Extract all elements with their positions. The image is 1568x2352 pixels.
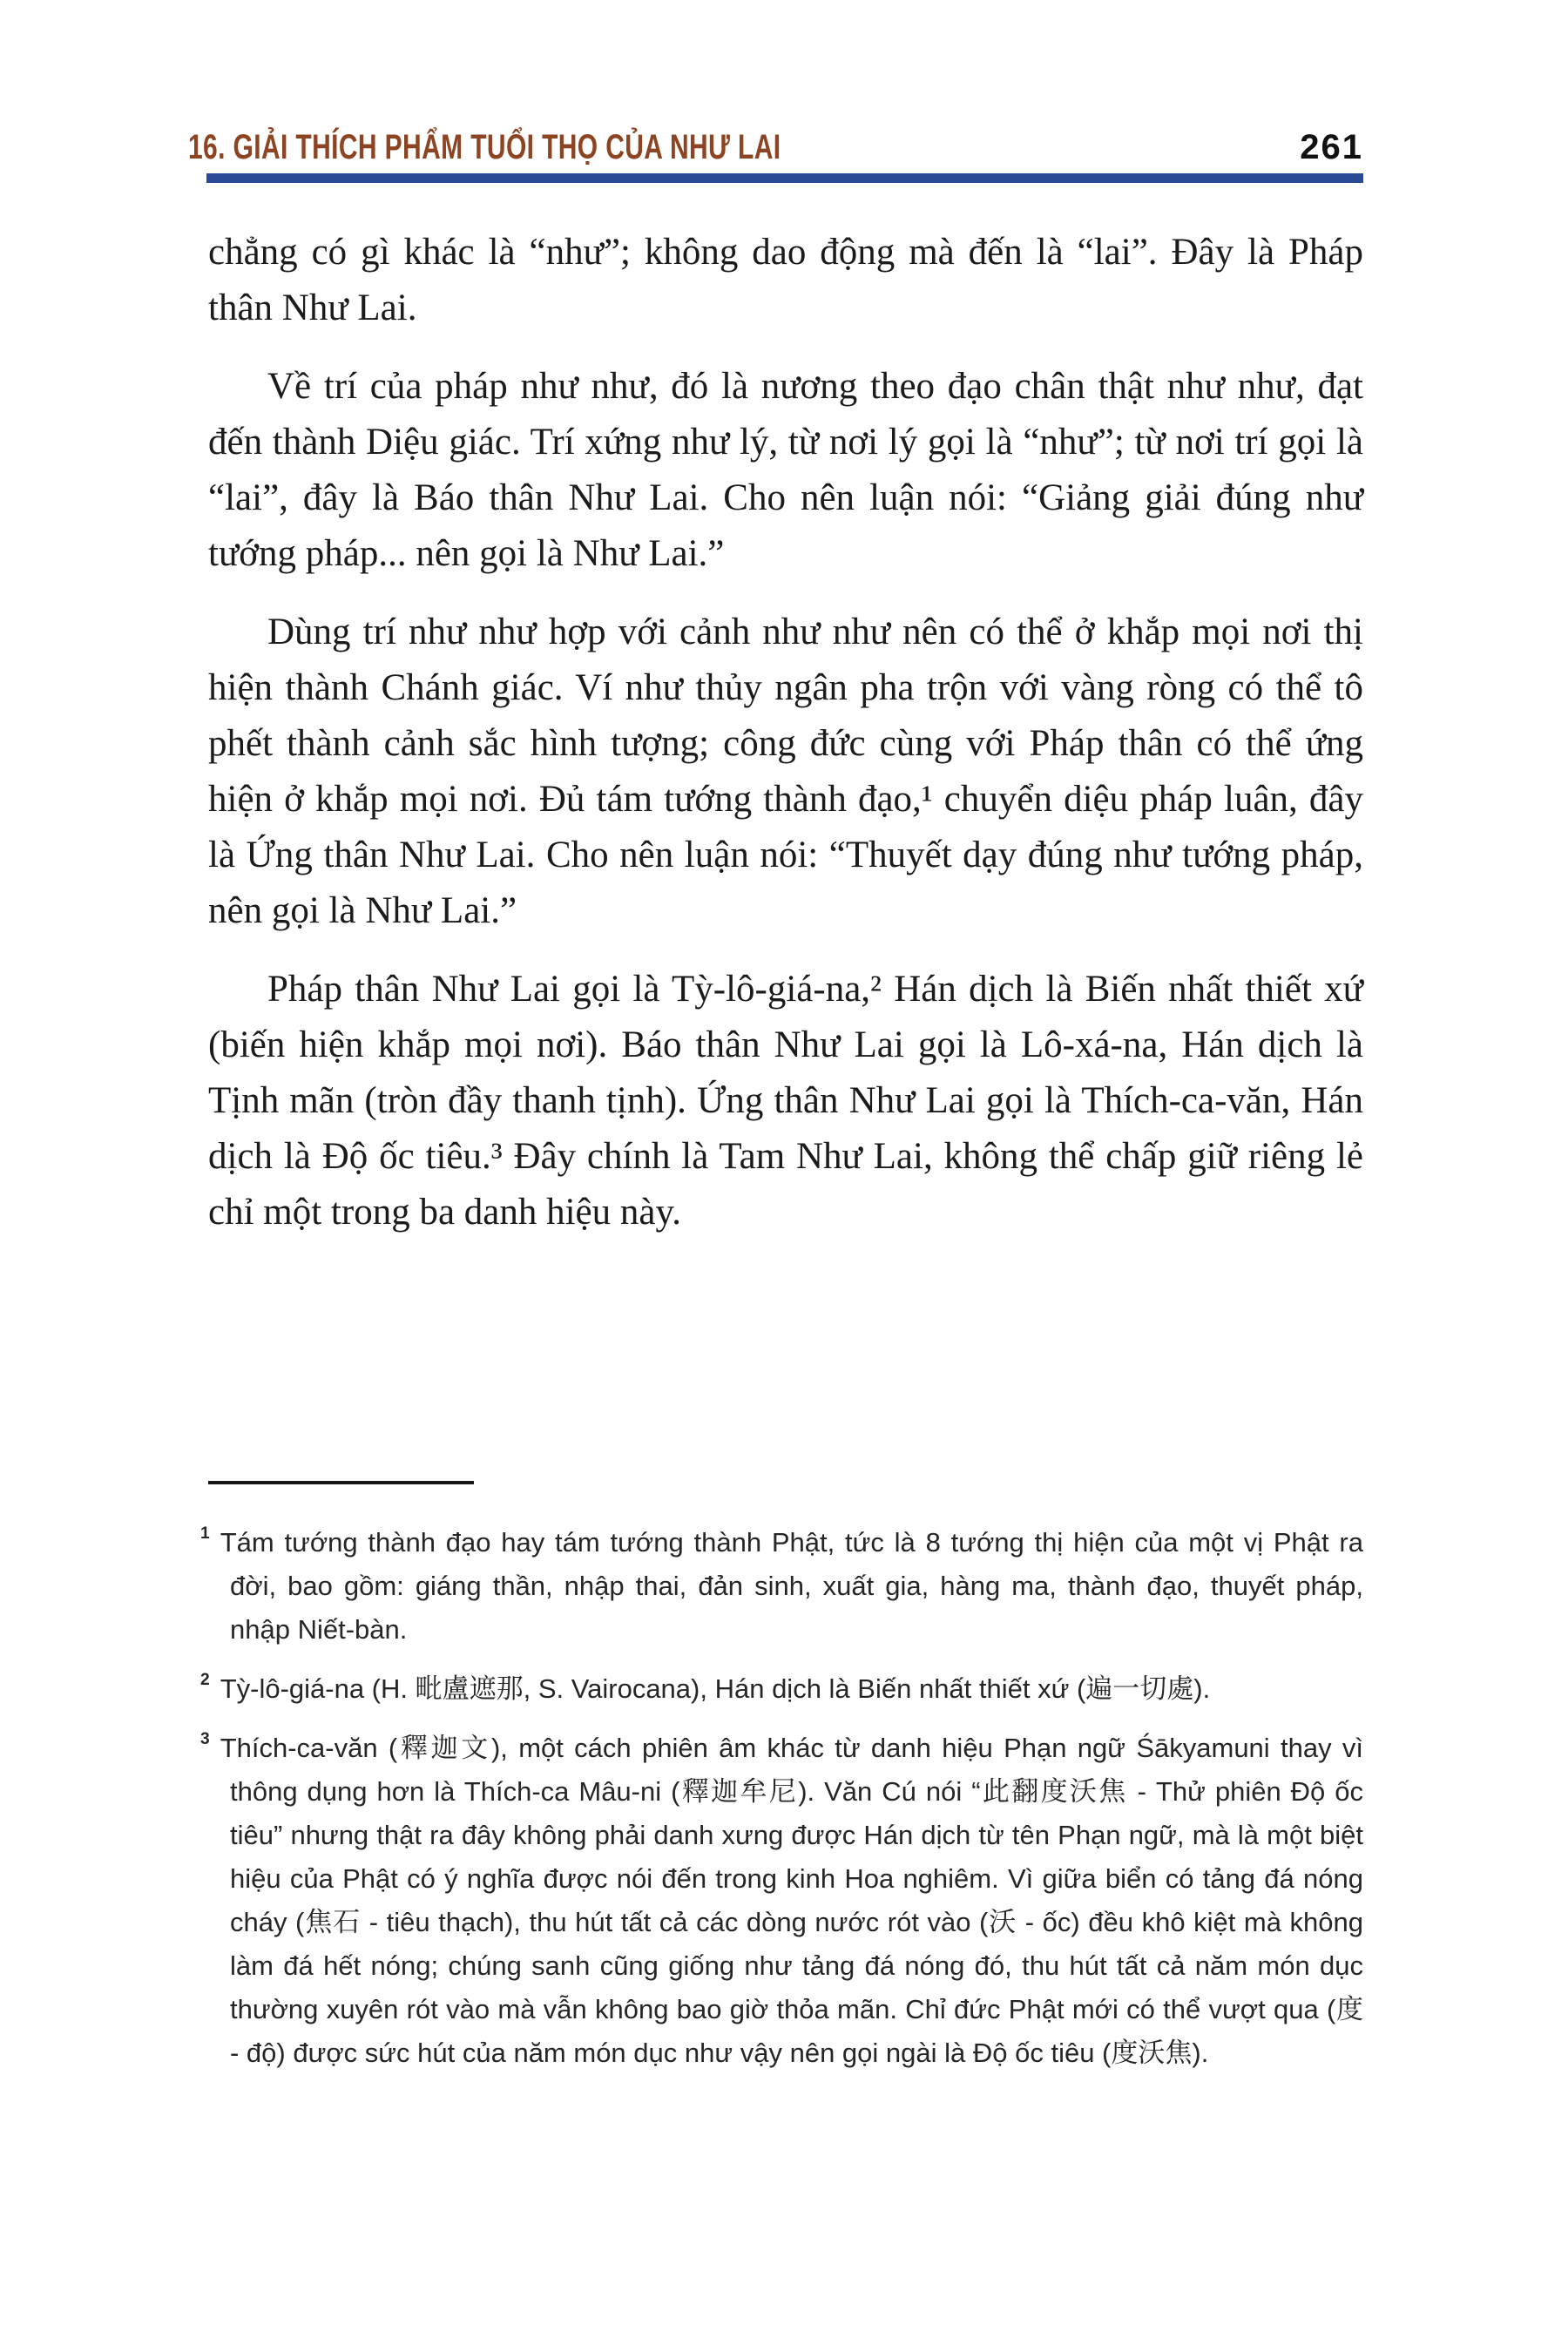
footnote-item [200, 1512, 1363, 1652]
footnote-text: Tám tướng thành đạo hay tám tướng thành Phật, tức là 8 tướng thị hiện của một vị Phật ra đời, bao gồm: giáng thần, nhập thai, đản sinh, xuất gia, hàng ma, thành đạo, thuyết pháp, nhập Niết-bàn. [220, 1527, 1363, 1645]
footnote-marker: 3 [200, 1730, 210, 1748]
footnote-item [200, 1659, 1363, 1711]
body-paragraph: Về trí của pháp như như, đó là nương theo đạo chân thật như như, đạt đến thành Diệu giác. Trí xứng như lý, từ nơi lý gọi là “như”; từ nơi trí gọi là “lai”, đây là Báo thân Như Lai. Cho nên luận nói: “Giảng giải đúng như tướng pháp... nên gọi là Như Lai.” [208, 366, 1363, 574]
page-header [188, 122, 1363, 167]
footnote-item [200, 1718, 1363, 2075]
body-text [208, 225, 1363, 1263]
footnote-marker: 2 [200, 1671, 210, 1689]
footnote-separator [208, 1481, 474, 1484]
body-paragraph: Dùng trí như như hợp với cảnh như như nên có thể ở khắp mọi nơi thị hiện thành Chánh giác. Ví như thủy ngân pha trộn với vàng ròng có thể tô phết thành cảnh sắc hình tượng; công đức cùng với Pháp thân có thể ứng hiện ở khắp mọi nơi. Đủ tám tướng thành đạo,¹ chuyển diệu pháp luân, đây là Ứng thân Như Lai. Cho nên luận nói: “Thuyết dạy đúng như tướng pháp, nên gọi là Như Lai.” [208, 612, 1363, 931]
header-rule [206, 173, 1363, 183]
body-paragraph: chẳng có gì khác là “như”; không dao động mà đến là “lai”. Đây là Pháp thân Như Lai. [208, 232, 1363, 328]
chapter-title: 16. GIẢI THÍCH PHẨM TUỔI THỌ CỦA NHƯ LAI [188, 128, 781, 166]
footnote-marker: 1 [200, 1524, 210, 1543]
footnote-text: Tỳ-lô-giá-na (H. 毗盧遮那, S. Vairocana), Hán dịch là Biến nhất thiết xứ (遍一切處). [220, 1673, 1211, 1704]
body-paragraph: Pháp thân Như Lai gọi là Tỳ-lô-giá-na,² Hán dịch là Biến nhất thiết xứ (biến hiện khắp mọi nơi). Báo thân Như Lai gọi là Lô-xá-na, Hán dịch là Tịnh mãn (tròn đầy thanh tịnh). Ứng thân Như Lai gọi là Thích-ca-văn, Hán dịch là Độ ốc tiêu.³ Đây chính là Tam Như Lai, không thể chấp giữ riêng lẻ chỉ một trong ba danh hiệu này. [208, 969, 1363, 1233]
footnotes [200, 1512, 1363, 2082]
page-number: 261 [1300, 128, 1363, 166]
footnote-text: Thích-ca-văn (釋迦文), một cách phiên âm khác từ danh hiệu Phạn ngữ Śākyamuni thay vì thông dụng hơn là Thích-ca Mâu-ni (釋迦牟尼). Văn Cú nói “此翻度沃焦 - Thử phiên Độ ốc tiêu” nhưng thật ra đây không phải danh xưng được Hán dịch từ tên Phạn ngữ, mà là một biệt hiệu của Phật có ý nghĩa được nói đến trong kinh Hoa nghiêm. Vì giữa biển có tảng đá nóng cháy (焦石 - tiêu thạch), thu hút tất cả các dòng nước rót vào (沃 - ốc) đều khô kiệt mà không làm đá hết nóng; chúng sanh cũng giống như tảng đá nóng đó, thu hút tất cả năm món dục thường xuyên rót vào mà vẫn không bao giờ thỏa mãn. Chỉ đức Phật mới có thể vượt qua (度 - độ) được sức hút của năm món dục như vậy nên gọi ngài là Độ ốc tiêu (度沃焦). [220, 1733, 1363, 2068]
